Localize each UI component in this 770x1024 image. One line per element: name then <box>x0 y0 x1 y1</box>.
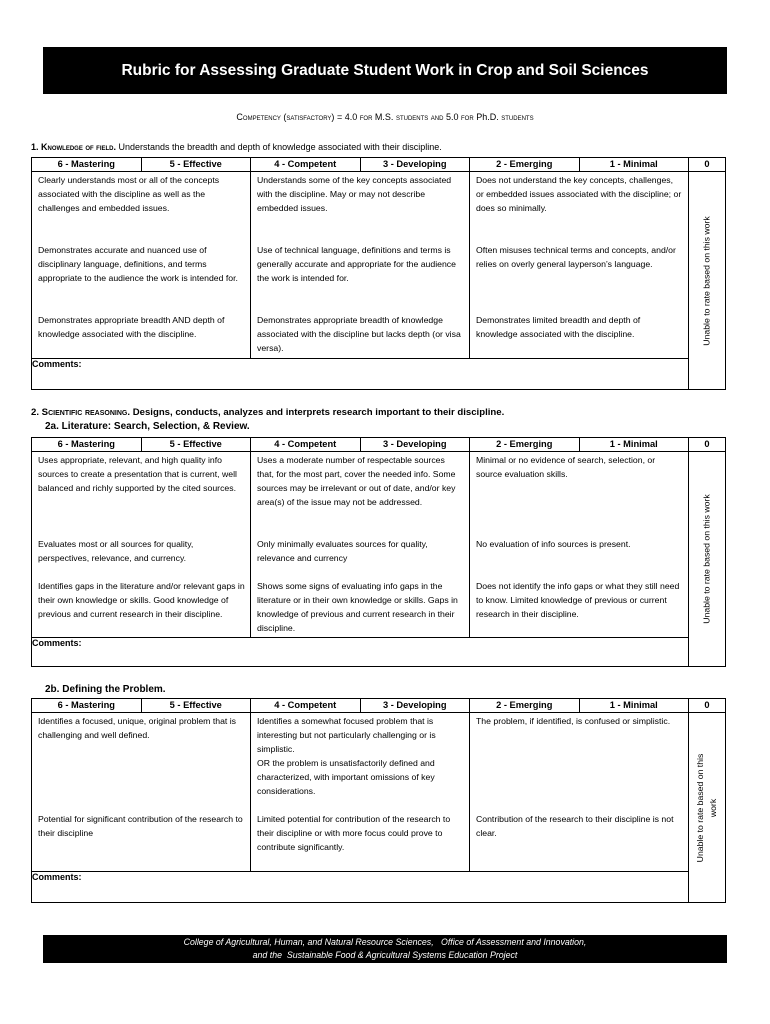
section1-col-high <box>32 172 251 359</box>
section2a-comments-row <box>32 638 726 667</box>
level-minimal: 1 - Minimal <box>579 438 689 451</box>
level-mastering: 6 - Mastering <box>57 159 115 169</box>
criterion-text: Shows some signs of evaluating info gaps in the literature or in their own knowledge or skills. Gaps in knowledge of previous and current research in their discipline. <box>257 581 458 633</box>
section1-criteria-row <box>32 172 726 359</box>
section1-number: 1. <box>31 142 42 152</box>
section2b-comments-row <box>32 872 726 903</box>
section2b-col-low <box>470 713 689 872</box>
level-zero: 0 <box>689 699 726 713</box>
section1-header-high <box>32 158 251 172</box>
document-title <box>43 47 727 94</box>
level-effective: 5 - Effective <box>141 699 251 712</box>
section1-header-low <box>470 158 689 172</box>
competency-students-and: students and <box>395 112 444 122</box>
section2b-header-high <box>32 699 251 713</box>
criterion-text: Demonstrates appropriate breadth of knowledge associated with the discipline but lacks depth (or visa versa). <box>257 315 461 353</box>
criterion-text: Potential for significant contribution of the research to their discipline <box>38 814 243 838</box>
section1-comments <box>32 359 689 390</box>
criterion-text: Does not understand the key concepts, challenges, or embedded issues associated with the discipline; or does so minimally. <box>476 175 682 213</box>
section1-col-mid <box>251 172 470 359</box>
criterion-text: Limited potential for contribution of the research to their discipline or with more focus could prove to contribute significantly. <box>257 814 451 852</box>
comments-label: Comments: <box>32 638 82 648</box>
level-mastering: 6 - Mastering <box>57 700 115 710</box>
section2b-criteria-row <box>32 713 726 872</box>
criterion-text: Use of technical language, definitions and terms is generally accurate and appropriate for the audience the work is intended for. <box>257 245 456 283</box>
criterion-text: Demonstrates limited breadth and depth of knowledge associated with the discipline. <box>476 315 641 339</box>
footer-line-1: College of Agricultural, Human, and Natural Resource Sciences, Office of Assessment and Innovation, <box>183 937 587 947</box>
competency-students: students <box>501 112 534 122</box>
criterion-text: OR the problem is unsatisfactorily defined and characterized, with important omissions of key considerations. <box>257 758 435 796</box>
criterion-text: Understands some of the key concepts associated with the discipline. May or may not describe embedded issues. <box>257 175 452 213</box>
section2b-col-mid <box>251 713 470 872</box>
comments-label: Comments: <box>32 872 82 882</box>
criterion-text: Evaluates most or all sources for quality, perspectives, relevance, and currency. <box>38 539 194 563</box>
criterion-text: Uses a moderate number of respectable sources that, for the most part, cover the needed info. Some sources may be irrelevant or out of date, and/or key area(s) of the issue may not be addressed. <box>257 455 456 507</box>
criterion-text: Often misuses technical terms and concepts, and/or relies on overly general layperson’s language. <box>476 245 676 269</box>
criterion-text: Contribution of the research to their discipline is not clear. <box>476 814 674 838</box>
section2a-col-mid <box>251 452 470 638</box>
section2b-heading: 2b. Defining the Problem. <box>45 684 166 695</box>
section2a-header-high <box>32 438 251 452</box>
comments-label: Comments: <box>32 359 82 369</box>
footer-banner <box>43 935 727 963</box>
section2a-header-low <box>470 438 689 452</box>
level-emerging: 2 - Emerging <box>496 439 553 449</box>
section1-unable-cell <box>689 172 726 390</box>
document-title-text: Rubric for Assessing Graduate Student Work in Crop and Soil Sciences <box>121 61 649 79</box>
section2b-rubric-table <box>31 698 726 903</box>
criterion-text: Uses appropriate, relevant, and high quality info sources to create a presentation that is current, well balanced and richly supported by the cited sources. <box>38 455 237 493</box>
level-developing: 3 - Developing <box>360 158 470 171</box>
section1-header-mid <box>251 158 470 172</box>
competency-for-2: for <box>461 112 474 122</box>
section1-comments-row <box>32 359 726 390</box>
section2b-comments <box>32 872 689 903</box>
unable-to-rate-label <box>694 753 720 862</box>
section1-col-low <box>470 172 689 359</box>
section2-heading <box>31 407 504 418</box>
level-effective: 5 - Effective <box>141 158 251 171</box>
section2-name: Scientific reasoning. <box>41 407 131 418</box>
section2a-header-mid <box>251 438 470 452</box>
section1-heading <box>31 142 442 152</box>
section1-rubric-table <box>31 157 726 390</box>
competency-ms: M.S. <box>374 112 394 122</box>
section2a-col-low <box>470 452 689 638</box>
section2b-unable-cell <box>689 713 726 903</box>
criterion-text: Clearly understands most or all of the concepts associated with the discipline as well as the challenges and embedded issues. <box>38 175 220 213</box>
criterion-text: Identifies a focused, unique, original problem that is challenging and well defined. <box>38 716 237 740</box>
level-competent: 4 - Competent <box>274 700 337 710</box>
criterion-text: Minimal or no evidence of search, selection, or source evaluation skills. <box>476 455 656 479</box>
level-minimal: 1 - Minimal <box>579 158 689 171</box>
competency-note <box>0 112 770 122</box>
level-competent: 4 - Competent <box>274 159 337 169</box>
section2a-unable-cell <box>689 452 726 667</box>
section1-description: Understands the breadth and depth of knowledge associated with their discipline. <box>118 142 442 152</box>
section2a-heading: 2a. Literature: Search, Selection, & Review. <box>45 421 250 432</box>
unable-to-rate-label: Unable to rate based on this work <box>701 494 712 624</box>
criterion-text: The problem, if identified, is confused or simplistic. <box>476 716 671 726</box>
section2a-col-high <box>32 452 251 638</box>
criterion-text: Identifies a somewhat focused problem that is interesting but not particularly challenging or is simplistic. <box>257 716 436 754</box>
criterion-text: Does not identify the info gaps or what they still need to know. Limited knowledge of previous or current research in their discipline. <box>476 581 680 619</box>
level-emerging: 2 - Emerging <box>496 159 553 169</box>
section2a-rubric-table <box>31 437 726 667</box>
section2b-header-mid <box>251 699 470 713</box>
level-developing: 3 - Developing <box>360 699 470 712</box>
section2a-header-row <box>32 438 726 452</box>
section2b-header-low <box>470 699 689 713</box>
criterion-text: Identifies gaps in the literature and/or relevant gaps in their own knowledge or skills. Good knowledge of previous and current research in their discipline. <box>38 581 245 619</box>
section2-number: 2. <box>31 407 42 418</box>
level-zero: 0 <box>689 158 726 172</box>
section2a-comments <box>32 638 689 667</box>
level-mastering: 6 - Mastering <box>57 439 115 449</box>
level-effective: 5 - Effective <box>141 438 251 451</box>
section1-header-row <box>32 158 726 172</box>
unable-to-rate-label: Unable to rate based on this work <box>701 215 712 346</box>
competency-for: for <box>359 112 373 122</box>
unable-line-1: Unable to rate based on this <box>695 753 705 862</box>
criterion-text: No evaluation of info sources is present. <box>476 539 631 549</box>
competency-phd-value: 5.0 <box>445 112 459 122</box>
section2a-criteria-row <box>32 452 726 638</box>
level-emerging: 2 - Emerging <box>496 700 553 710</box>
criterion-text: Demonstrates appropriate breadth AND depth of knowledge associated with the discipline. <box>38 315 225 339</box>
section2b-col-high <box>32 713 251 872</box>
section2-description: Designs, conducts, analyzes and interprets research important to their discipline. <box>132 407 505 418</box>
competency-phd: Ph.D. <box>476 112 499 122</box>
level-zero: 0 <box>689 438 726 452</box>
level-competent: 4 - Competent <box>274 439 337 449</box>
unable-line-2: work <box>708 798 718 817</box>
competency-label: Competency (satisfactory) <box>236 112 335 122</box>
criterion-text: Demonstrates accurate and nuanced use of disciplinary language, definitions, and terms appropriate to the audience the work is intended for. <box>38 245 238 283</box>
section1-name: Knowledge of field. <box>41 142 117 152</box>
level-developing: 3 - Developing <box>360 438 470 451</box>
competency-value: = 4.0 <box>336 112 358 122</box>
footer-line-2: and the Sustainable Food & Agricultural Systems Education Project <box>252 950 518 960</box>
level-minimal: 1 - Minimal <box>579 699 689 712</box>
section2b-header-row <box>32 699 726 713</box>
criterion-text: Only minimally evaluates sources for quality, relevance and currency <box>257 539 428 563</box>
